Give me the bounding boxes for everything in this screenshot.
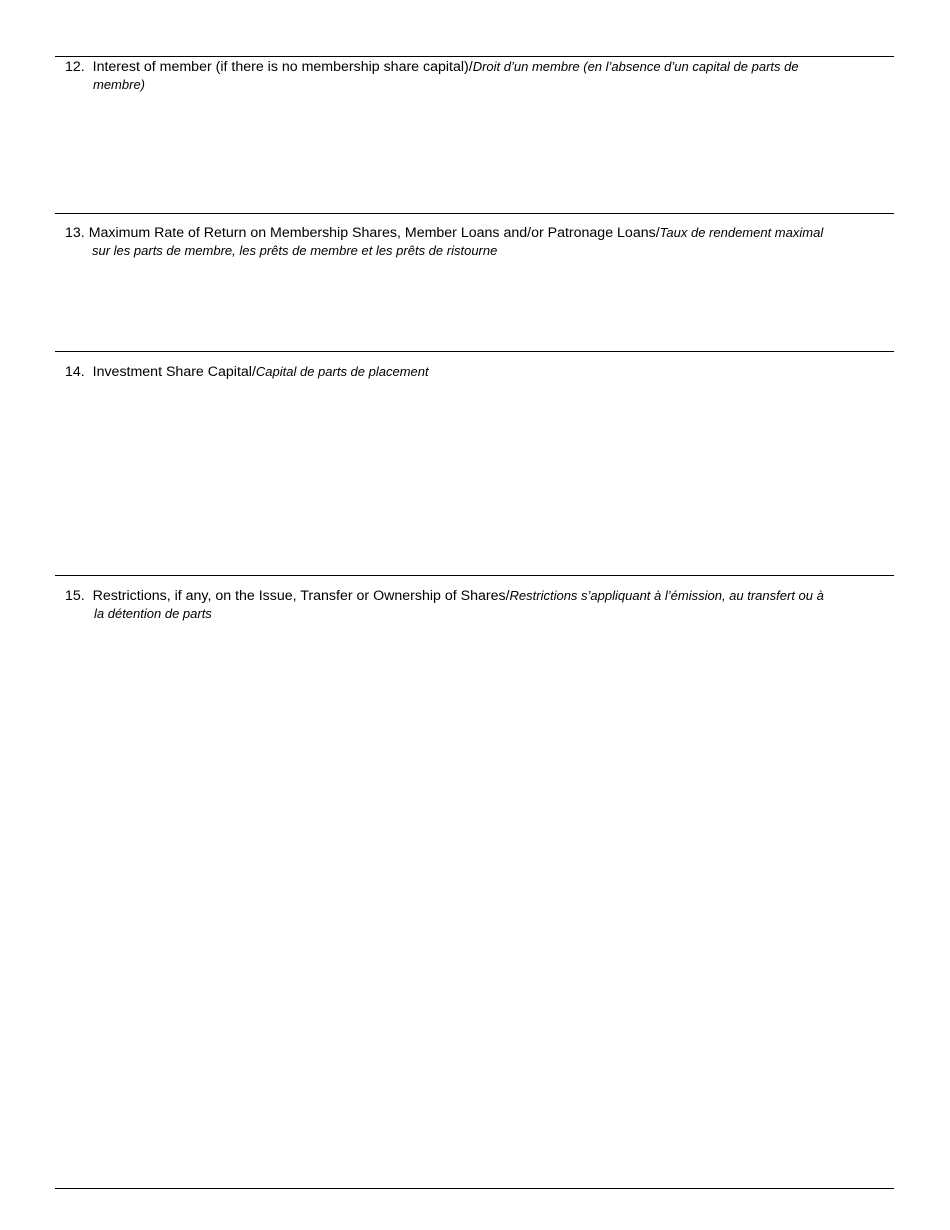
section-13-label-fr: Taux de rendement maximal	[659, 225, 824, 240]
section-12-number: 12.	[65, 59, 85, 75]
section-13-label-en: Maximum Rate of Return on Membership Shares, Member Loans and/or Patronage Loans	[88, 225, 656, 241]
section-15-label-fr: Restrictions s’appliquant à l’émission, au transfert ou à	[509, 588, 824, 603]
section-14-label	[65, 363, 895, 381]
section-15-label-fr-cont: la détention de parts	[94, 606, 212, 621]
section-15-answer-area[interactable]	[55, 625, 894, 1185]
section-15-label	[65, 587, 895, 622]
section-15-number: 15.	[65, 588, 85, 604]
section-12-top-rule	[55, 56, 894, 57]
section-12-label-en: Interest of member (if there is no membership share capital)	[92, 59, 469, 75]
section-14-label-en: Investment Share Capital	[92, 364, 252, 380]
section-13-label	[65, 224, 895, 259]
section-12-label	[65, 58, 895, 93]
section-13-separator: /	[655, 225, 660, 241]
section-15-top-rule	[55, 575, 894, 576]
section-14-answer-area[interactable]	[55, 385, 894, 573]
section-13-label-fr-cont: sur les parts de membre, les prêts de membre et les prêts de ristourne	[92, 243, 498, 258]
section-12-answer-area[interactable]	[55, 96, 894, 211]
page-bottom-rule	[55, 1188, 894, 1189]
section-12-separator: /	[468, 59, 473, 75]
section-14-number: 14.	[65, 364, 85, 380]
section-14-top-rule	[55, 351, 894, 352]
section-13-top-rule	[55, 213, 894, 214]
section-13-number: 13.	[65, 225, 85, 241]
section-15-label-en: Restrictions, if any, on the Issue, Transfer or Ownership of Shares	[92, 588, 506, 604]
section-12-label-fr-cont: membre)	[93, 77, 146, 92]
section-14-label-fr: Capital de parts de placement	[255, 364, 429, 379]
section-13-answer-area[interactable]	[55, 262, 894, 348]
section-15-separator: /	[505, 588, 510, 604]
section-12-label-fr: Droit d’un membre (en l’absence d’un capital de parts de	[472, 59, 799, 74]
section-14-separator: /	[251, 364, 256, 380]
